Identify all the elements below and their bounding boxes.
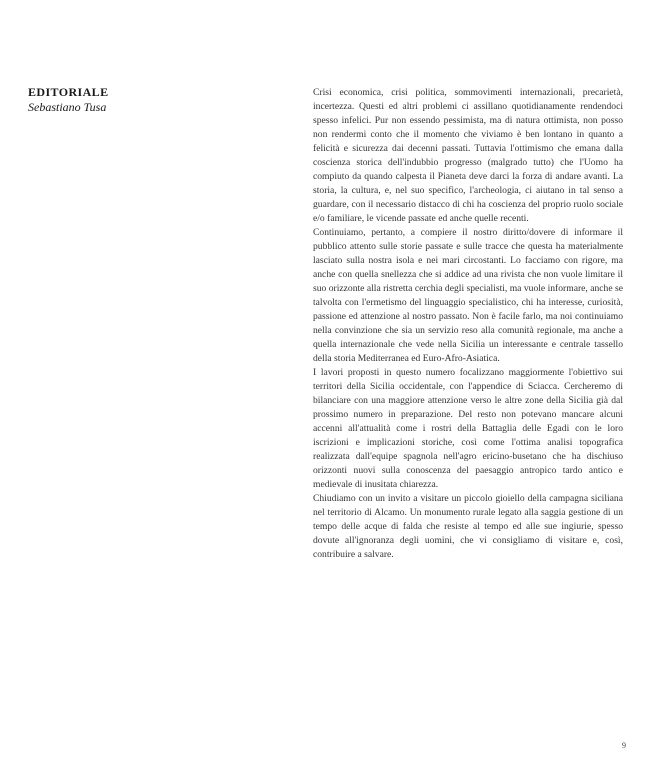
- article-body: [313, 86, 623, 562]
- section-title: EDITORIALE: [28, 85, 109, 99]
- author-name: Sebastiano Tusa: [28, 100, 107, 114]
- paragraph-2: Continuiamo, pertanto, a compiere il nostro diritto/dovere di informare il pubblico attento sulle storie passate e sulle tracce che questa ha materialmente lasciato sulla nostra isola e nei mari circostanti. Lo facciamo con rigore, ma anche con quella snellezza che si addice ad una rivista che non vuole limitare il suo orizzonte alla ristretta cerchia degli specialisti, ma vuole informare, anche se talvolta con l'ermetismo del linguaggio specialistico, chi ha interesse, curiosità, passione ed attenzione al nostro passato. Non è facile farlo, ma noi continuiamo nella convinzione che sia un servizio reso alla comunità regionale, ma anche a quella internazionale che vede nella Sicilia un interessante e centrale tassello della storia Mediterranea ed Euro-Afro-Asiatica.: [313, 227, 623, 364]
- paragraph-3: I lavori proposti in questo numero focalizzano maggiormente l'obiettivo sui territori della Sicilia occidentale, con l'appendice di Sciacca. Cercheremo di bilanciare con una maggiore attenzione verso le altre zone della Sicilia già dal prossimo numero in preparazione. Del resto non potevano mancare alcuni accenni all'attualità come i rostri della Battaglia delle Egadi con le loro iscrizioni e implicazioni storiche, così come l'ottima analisi topografica realizzata dall'equipe spagnola nell'agro ericino-busetano che ha dischiuso orizzonti nuovi sulla conoscenza del paesaggio antropico tardo antico e medievale di inusitata chiarezza.: [313, 367, 623, 490]
- article-header: [28, 85, 228, 115]
- paragraph-4: Chiudiamo con un invito a visitare un piccolo gioiello della campagna siciliana nel territorio di Alcamo. Un monumento rurale legato alla saggia gestione di un tempo delle acque di falda che resiste al tempo ed alle sue ingiurie, spesso dovute all'ignoranza degli uomini, che vi consigliamo di visitare e, così, contribuire a salvare.: [313, 493, 623, 560]
- page-number: 9: [622, 741, 626, 750]
- paragraph-1: Crisi economica, crisi politica, sommovimenti internazionali, precarietà, incertezza. Questi ed altri problemi ci assillano quotidianamente rendendoci spesso infelici. Pur non essendo pessimista, ma di natura ottimista, non posso non rendermi conto che il momento che viviamo è ben lontano in quanto a felicità e sicurezza dai decenni passati. Tuttavia l'ottimismo che emana dalla coscienza storica dell'indubbio progresso (malgrado tutto) che l'Uomo ha compiuto da quando calpesta il Pianeta deve darci la forza di andare avanti. La storia, la cultura, e, nel suo specifico, l'archeologia, ci aiutano in tal senso a guardare, con il necessario distacco di chi ha coscienza del proprio ruolo sociale e/o familiare, le vicende passate ed anche quelle recenti.: [313, 87, 623, 224]
